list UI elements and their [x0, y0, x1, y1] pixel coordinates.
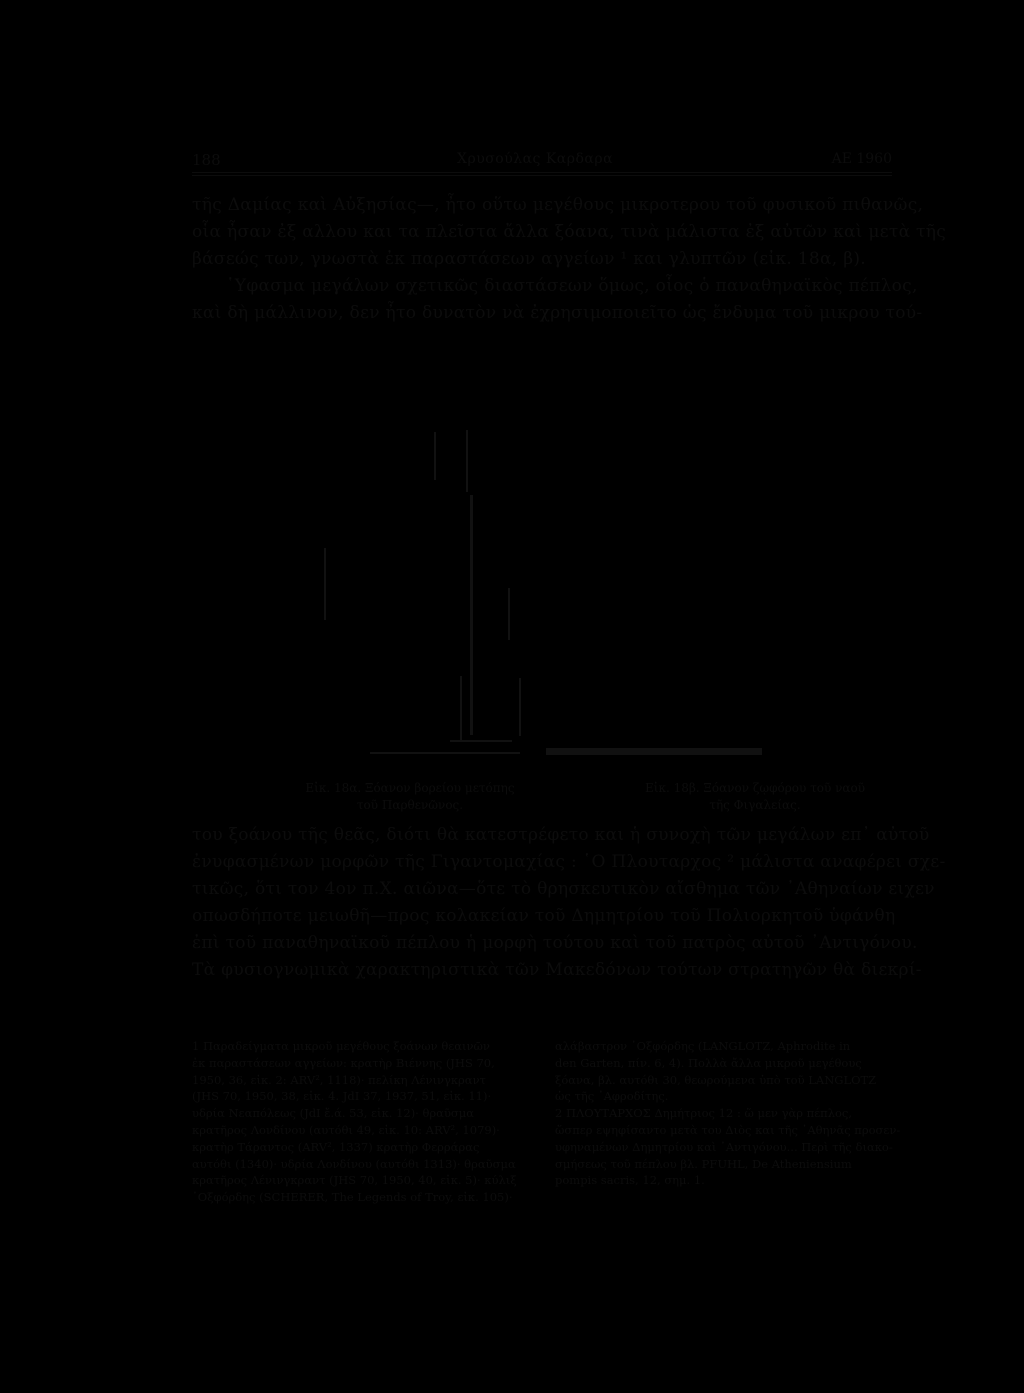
footnote-line: ξόανα, βλ. αυτόθι 30, θεωρούμενα ὑπὸ τοῦ LANGLOTZ: [555, 1072, 877, 1087]
footnotes-right-column: [555, 1038, 900, 1189]
figure-stroke: [508, 588, 510, 640]
footnote-line: 2 ΠΛΟΥΤΑΡΧΟΣ Δημήτριος 12 : ὥ μεν γὰρ πέπλος,: [555, 1106, 853, 1121]
figure-caption-right: [640, 780, 870, 814]
text-line: ἐνυφασμένων μορφῶν τῆς Γιγαντομαχίας : ῾Ο Πλουταρχος ² μάλιστα αναφέρει σχε-: [192, 852, 946, 872]
text-line: ἐπὶ τοῦ παναθηναϊκοῦ πέπλου ἡ μορφὴ τούτου καὶ τοῦ πατρὸς αὐτοῦ ᾿Αντιγόνου.: [192, 933, 918, 953]
figure-stroke: [466, 430, 468, 492]
footnote-line: 1 Παραδείγματα μικροῦ μεγέθους ξοάνων θεαινῶν: [192, 1039, 490, 1053]
footnote-line: ὥσπερ εψηφίσαντο μετὰ του Διὸς και τῆς ᾿Αθηνᾶς προσεν-: [555, 1122, 901, 1137]
text-line: καὶ δὴ μάλλινον, δεν ἦτο δυνατὸν νὰ ἐχρησιμοποιεῖτο ὡς ἔνδυμα τοῦ μικρου τού-: [192, 303, 923, 323]
footnote-line: σμήσεως τοῦ πέπλου βλ. PFUHL, De Atheniensium: [555, 1156, 852, 1171]
caption-line: Εἰκ. 18β. Ξόανον ζῳφόρου τοῦ ναοῦ: [644, 781, 866, 795]
figure-illustration: [300, 420, 770, 770]
author-name: Χρυσούλας Καρδαρα: [457, 151, 614, 167]
running-header: [192, 148, 892, 174]
footnote-line: κρατὴρ Τάραντος (ARV², 1337) κρατὴρ Φερράρας: [192, 1139, 480, 1154]
text-line: του ξοάνου τῆς θεᾶς, διότι θὰ κατεστρέφετο και ἡ συνοχὴ τῶν μεγάλων επ᾽ αὐτοῦ: [192, 825, 930, 845]
figure-baseline: [450, 740, 512, 742]
footnote-line: αλάβαστρον ᾿Οξφόρδης (LANGLOTZ, Aphrodite in: [555, 1039, 851, 1053]
figure-stroke: [434, 432, 436, 480]
footnote-line: υδρία Νεαπόλεως (JdI ἔ.ά. 53, εἰκ. 12)· θραῦσμα: [192, 1106, 475, 1121]
footnote-line: 1950, 36, εἰκ. 2: ARV², 1118)· πελίκη Λένινγκραντ: [192, 1072, 486, 1087]
text-line: βάσεώς των, γνωστὰ ἐκ παραστάσεων αγγείων ¹ και γλυπτῶν (εἰκ. 18α, β).: [192, 249, 866, 269]
footnote-line: κρατῆρος Λένινγκραντ (JHS 70, 1950, 40, εἰκ. 5)· κύλιξ: [192, 1173, 517, 1188]
footnotes-left-column: [192, 1038, 542, 1206]
header-rule: [192, 172, 892, 173]
footnote-line: (JHS 70, 1950, 38, εἰκ. 4. JdI 37, 1937, 51, εἰκ. 11)·: [192, 1089, 492, 1104]
text-line: τικῶς, ὅτι τον 4ον π.Χ. αιῶνα—ὅτε τὸ θρησκευτικὸν αἴσθημα τῶν ᾿Αθηναίων ειχεν: [192, 879, 935, 899]
figure-stroke: [519, 678, 521, 736]
footnote-line: αυτόθι (1340)· υδρία Λονδίνου (αυτόθι 1313)· θραῦσμα: [192, 1156, 516, 1171]
footnote-line: ᾿Οξφόρδης (SCHERER, The Legends of Troy, εἰκ. 105)·: [192, 1190, 513, 1205]
figure-caption-left: [300, 780, 520, 814]
journal-issue: ΑΕ 1960: [831, 151, 892, 167]
text-line: ῾Υφασμα μεγάλων σχετικῶς διαστάσεων ὅμως, οἷος ὁ παναθηναϊκὸς πέπλος,: [226, 276, 918, 296]
text-line: Τὰ φυσιογνωμικὰ χαρακτηριστικὰ τῶν Μακεδόνων τούτων στρατηγῶν θὰ διεκρί-: [192, 960, 922, 980]
figure-stroke: [324, 548, 326, 620]
figure-stroke: [470, 495, 473, 735]
footnote-line: den Garten, πίν. 6, 4). Πολλὰ ἄλλα μικροῦ μεγέθους: [555, 1055, 862, 1070]
caption-line: τοῦ Παρθενῶνος.: [356, 798, 464, 812]
footnote-line: ἐκ παραστάσεων αγγείων: κρατὴρ Βιέννης (JHS 70,: [192, 1055, 495, 1070]
text-line: τῆς Δαμίας καὶ Αὐξησίας—, ἦτο οὕτω μεγέθους μικροτερου τοῦ φυσικοῦ πιθανῶς,: [192, 195, 924, 215]
page-number: 188: [192, 151, 221, 169]
footnote-line: υφηναμένων Δημητρίου καὶ ᾿Αντιγόνου... Περὶ τῆς διακο-: [555, 1139, 893, 1154]
figure-stroke: [460, 676, 462, 740]
header-rule: [192, 175, 892, 176]
figure-baseline: [370, 752, 520, 754]
text-line: οἷα ἦσαν ἐξ αλλου και τα πλεῖστα ἄλλα ξόανα, τινὰ μάλιστα ἐξ αὐτῶν καὶ μετὰ τῆς: [192, 222, 947, 242]
footnote-line: ὡς τῆς ᾿Αφροδίτης.: [555, 1089, 669, 1104]
caption-line: τῆς Φιγαλείας.: [709, 798, 801, 812]
footnote-line: pompis sacris, 12, σημ. 1.: [555, 1173, 705, 1188]
text-line: οπωσδήποτε μειωθῆ—προς κολακείαν τοῦ Δημητρίου τοῦ Πολιορκητοῦ ὑφάνθη: [192, 906, 896, 926]
caption-line: Εἰκ. 18α. Ξόανον βορείου μετόπης: [305, 781, 515, 795]
footnote-line: κρατῆρος Λονδίνου (αυτόθι 49, εἰκ. 10: ARV², 1079)·: [192, 1122, 500, 1137]
figure-base-block: [546, 748, 762, 755]
